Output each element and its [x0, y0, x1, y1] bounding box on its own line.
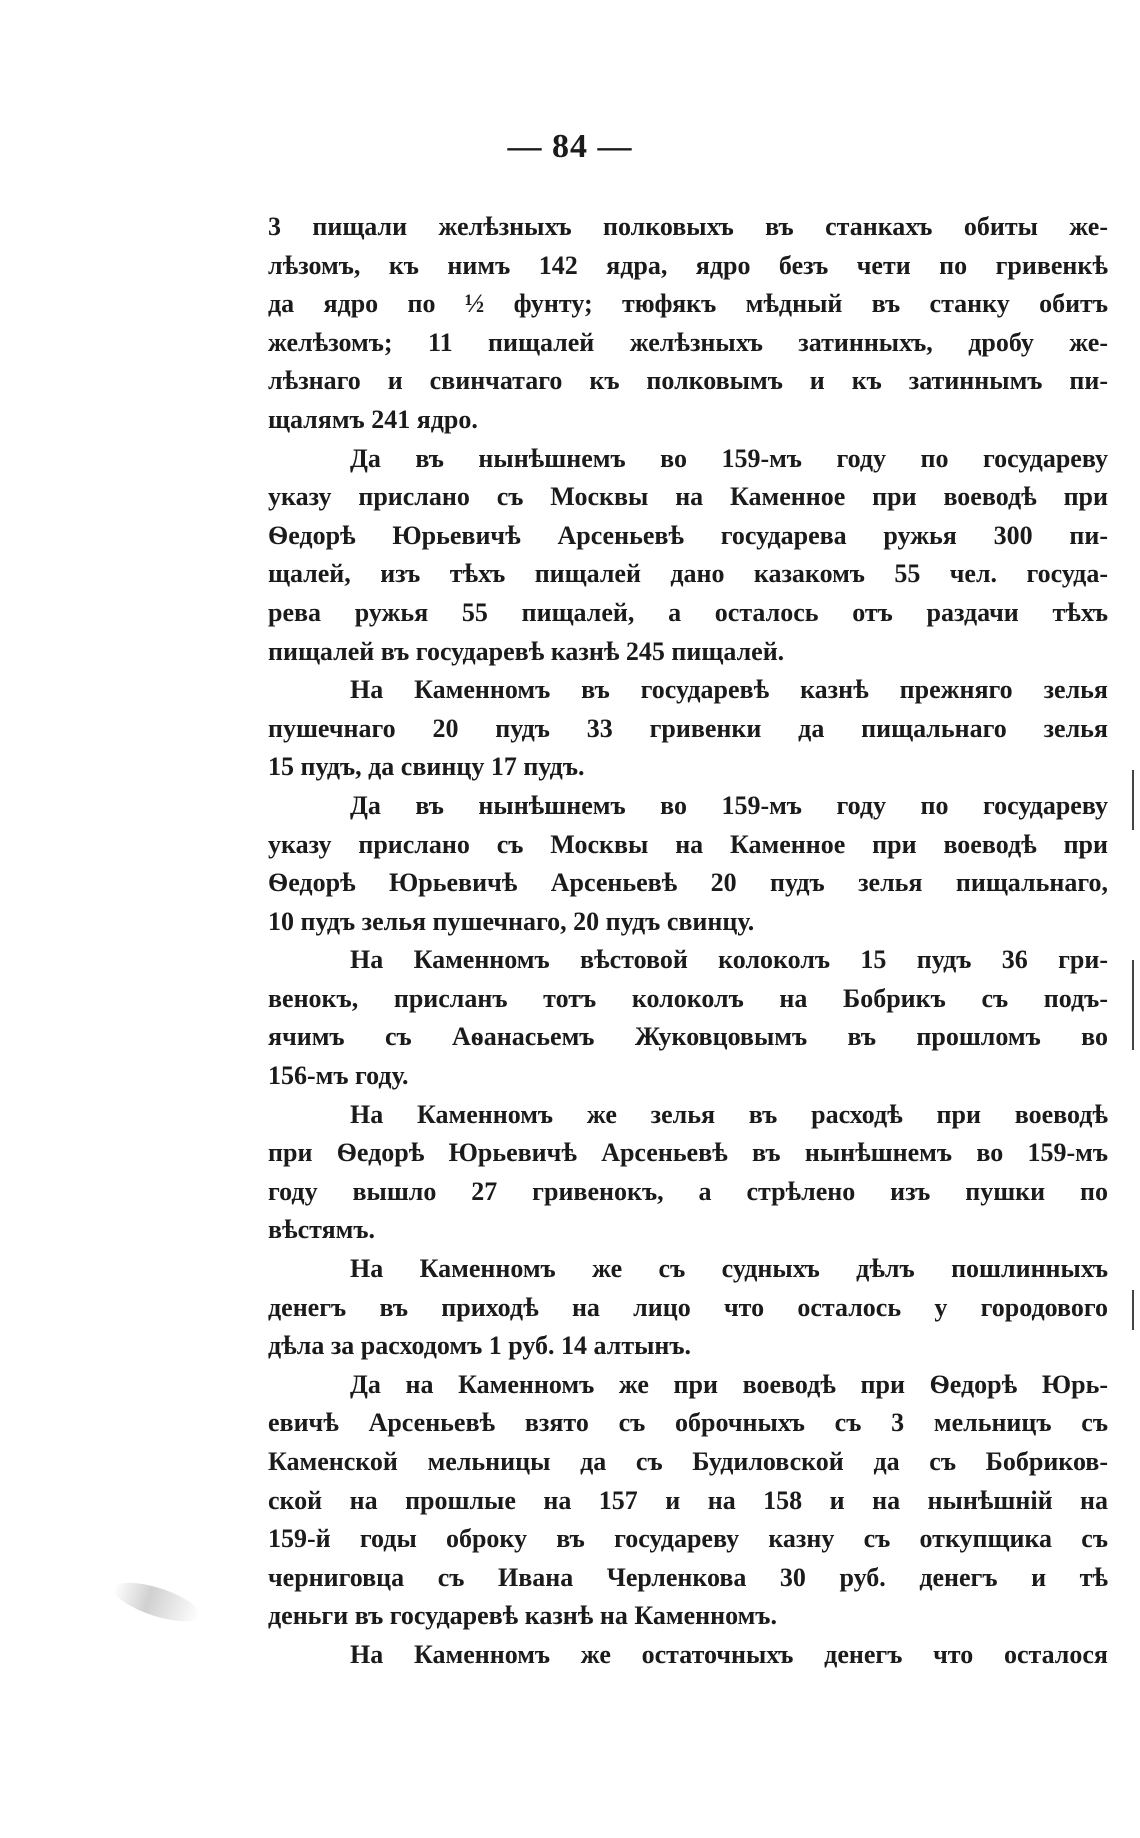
text-line: 159-й годы оброку въ государеву казну съ откупщика съ	[268, 1524, 1108, 1554]
scan-edge-mark	[1132, 960, 1134, 1050]
text-line: Ѳедорѣ Юрьевичѣ Арсеньевѣ государева ружья 300 пи-	[268, 520, 1108, 550]
text-line: На Каменномъ же съ судныхъ дѣлъ пошлинныхъ	[350, 1254, 1108, 1284]
paragraph	[268, 208, 1108, 440]
paragraph	[268, 1636, 1108, 1675]
text-line: желѣзомъ; 11 пищалей желѣзныхъ затинныхъ, дробу же-	[268, 327, 1108, 357]
text-line: при Ѳедорѣ Юрьевичѣ Арсеньевѣ въ нынѣшнемъ во 159-мъ	[268, 1138, 1108, 1168]
text-line: лѣзнаго и свинчатаго къ полковымъ и къ затиннымъ пи-	[268, 366, 1108, 396]
text-line: щалей, изъ тѣхъ пищалей дано казакомъ 55 чел. госуда-	[268, 559, 1108, 589]
text-line: 10 пудъ зелья пушечнаго, 20 пудъ свинцу.	[268, 906, 755, 936]
text-line: лѣзомъ, къ нимъ 142 ядра, ядро безъ чети по гривенкѣ	[268, 250, 1108, 280]
text-line: пушечнаго 20 пудъ 33 гривенки да пищальнаго зелья	[268, 713, 1108, 743]
scan-edge-mark	[1132, 770, 1134, 830]
text-line: черниговца съ Ивана Черленкова 30 руб. денегъ и тѣ	[268, 1562, 1108, 1592]
text-line: 156-мъ году.	[268, 1061, 409, 1091]
text-line: На Каменномъ же зелья въ расходѣ при воеводѣ	[350, 1099, 1108, 1129]
text-line: Да въ нынѣшнемъ во 159-мъ году по государеву	[350, 443, 1108, 473]
text-line: денегъ въ приходѣ на лицо что осталось у городового	[268, 1292, 1108, 1322]
page-body-text	[268, 208, 1108, 1675]
text-line: указу прислано съ Москвы на Каменное при воеводѣ при	[268, 829, 1108, 859]
text-line: На Каменномъ въ государевѣ казнѣ прежняго зелья	[350, 675, 1108, 705]
paragraph	[268, 787, 1108, 941]
paragraph	[268, 671, 1108, 787]
scan-smudge	[110, 1575, 204, 1629]
text-line: указу прислано съ Москвы на Каменное при воеводѣ при	[268, 482, 1108, 512]
text-line: рева ружья 55 пищалей, а осталось отъ раздачи тѣхъ	[268, 597, 1108, 627]
text-line: Ѳедорѣ Юрьевичѣ Арсеньевѣ 20 пудъ зелья пищальнаго,	[268, 868, 1108, 898]
text-line: евичѣ Арсеньевѣ взято съ оброчныхъ съ 3 мельницъ съ	[268, 1408, 1108, 1438]
paragraph	[268, 1096, 1108, 1250]
text-line: пищалей въ государевѣ казнѣ 245 пищалей.	[268, 636, 785, 666]
text-line: Каменской мельницы да съ Будиловской да съ Бобриков-	[268, 1447, 1108, 1476]
paragraph	[268, 1250, 1108, 1366]
text-line: ской на прошлые на 157 и на 158 и на нынѣшній на	[268, 1485, 1108, 1515]
text-line: Да въ нынѣшнемъ во 159-мъ году по государеву	[350, 790, 1108, 820]
text-line: году вышло 27 гривенокъ, а стрѣлено изъ пушки по	[268, 1176, 1108, 1206]
text-line: дѣла за расходомъ 1 руб. 14 алтынъ.	[268, 1331, 692, 1361]
text-line: щалямъ 241 ядро.	[268, 404, 478, 434]
text-line: 3 пищали желѣзныхъ полковыхъ въ станкахъ обиты же-	[268, 212, 1108, 241]
scan-edge-mark	[1132, 1290, 1134, 1330]
text-line: венокъ, присланъ тотъ колоколъ на Бобрикъ съ подъ-	[268, 983, 1108, 1013]
text-line: На Каменномъ вѣстовой колоколъ 15 пудъ 36 гри-	[350, 945, 1108, 975]
text-line: 15 пудъ, да свинцу 17 пудъ.	[268, 752, 585, 782]
paragraph	[268, 440, 1108, 672]
text-line: На Каменномъ же остаточныхъ денегъ что осталося	[350, 1639, 1108, 1669]
text-line: вѣстямъ.	[268, 1215, 376, 1245]
text-line: деньги въ государевѣ казнѣ на Каменномъ.	[268, 1601, 777, 1631]
paragraph	[268, 941, 1108, 1095]
paragraph	[268, 1366, 1108, 1636]
text-line: да ядро по ½ фунту; тюфякъ мѣдный въ станку обитъ	[268, 289, 1108, 319]
text-line: ячимъ съ Аѳанасьемъ Жуковцовымъ въ прошломъ во	[268, 1022, 1108, 1052]
page-number: — 84 —	[507, 128, 633, 165]
text-line: Да на Каменномъ же при воеводѣ при Ѳедорѣ Юрь-	[350, 1369, 1108, 1399]
